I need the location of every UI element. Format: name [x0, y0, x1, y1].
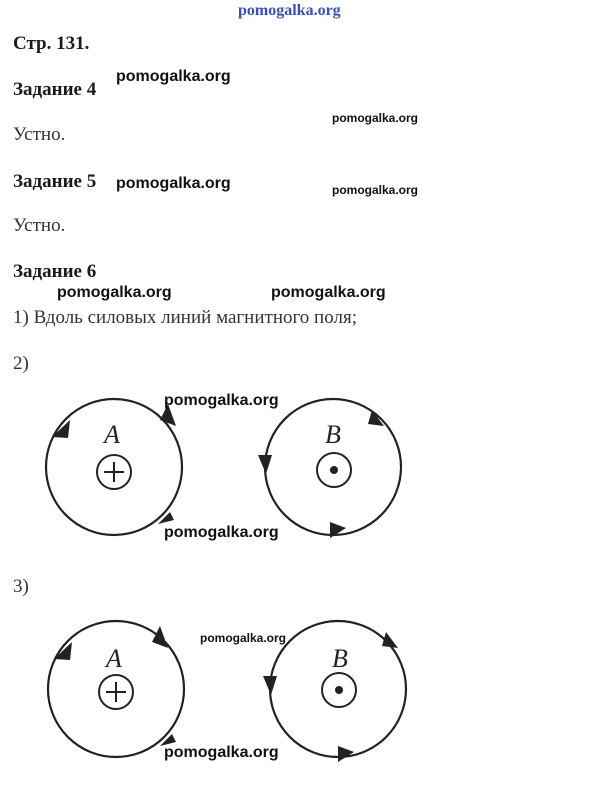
- field-circle-a-row3: [48, 621, 184, 757]
- task-6-title: Задание 6: [13, 261, 97, 282]
- task-4-answer: Устно.: [13, 124, 66, 145]
- watermark: pomogalka.org: [332, 111, 419, 125]
- watermark: pomogalka.org: [332, 183, 419, 197]
- watermark: pomogalka.org: [200, 631, 287, 645]
- watermark-top: pomogalka.org: [238, 2, 341, 19]
- label-b: B: [325, 420, 341, 449]
- arrow-icon: [338, 746, 354, 762]
- watermark: pomogalka.org: [57, 284, 172, 301]
- task-4-title: Задание 4: [13, 79, 97, 100]
- arrow-icon: [263, 676, 277, 695]
- task-6-item-1: 1) Вдоль силовых линий магнитного поля;: [13, 307, 357, 328]
- arrow-icon: [152, 626, 168, 648]
- task-5-title: Задание 5: [13, 171, 97, 192]
- watermark: pomogalka.org: [116, 175, 231, 192]
- watermark: pomogalka.org: [164, 524, 279, 541]
- watermark: pomogalka.org: [164, 744, 279, 761]
- task-6-item-3-label: 3): [13, 576, 29, 597]
- watermark: pomogalka.org: [271, 284, 386, 301]
- label-b: B: [332, 644, 348, 673]
- watermark: pomogalka.org: [116, 68, 231, 85]
- watermark: pomogalka.org: [164, 392, 279, 409]
- label-a: A: [104, 420, 120, 449]
- page-reference: Стр. 131.: [13, 33, 90, 54]
- task-6-item-2-label: 2): [13, 353, 29, 374]
- arrow-icon: [382, 632, 398, 648]
- field-circle-b-row3: [263, 621, 406, 762]
- label-a: A: [106, 644, 122, 673]
- task-5-answer: Устно.: [13, 215, 66, 236]
